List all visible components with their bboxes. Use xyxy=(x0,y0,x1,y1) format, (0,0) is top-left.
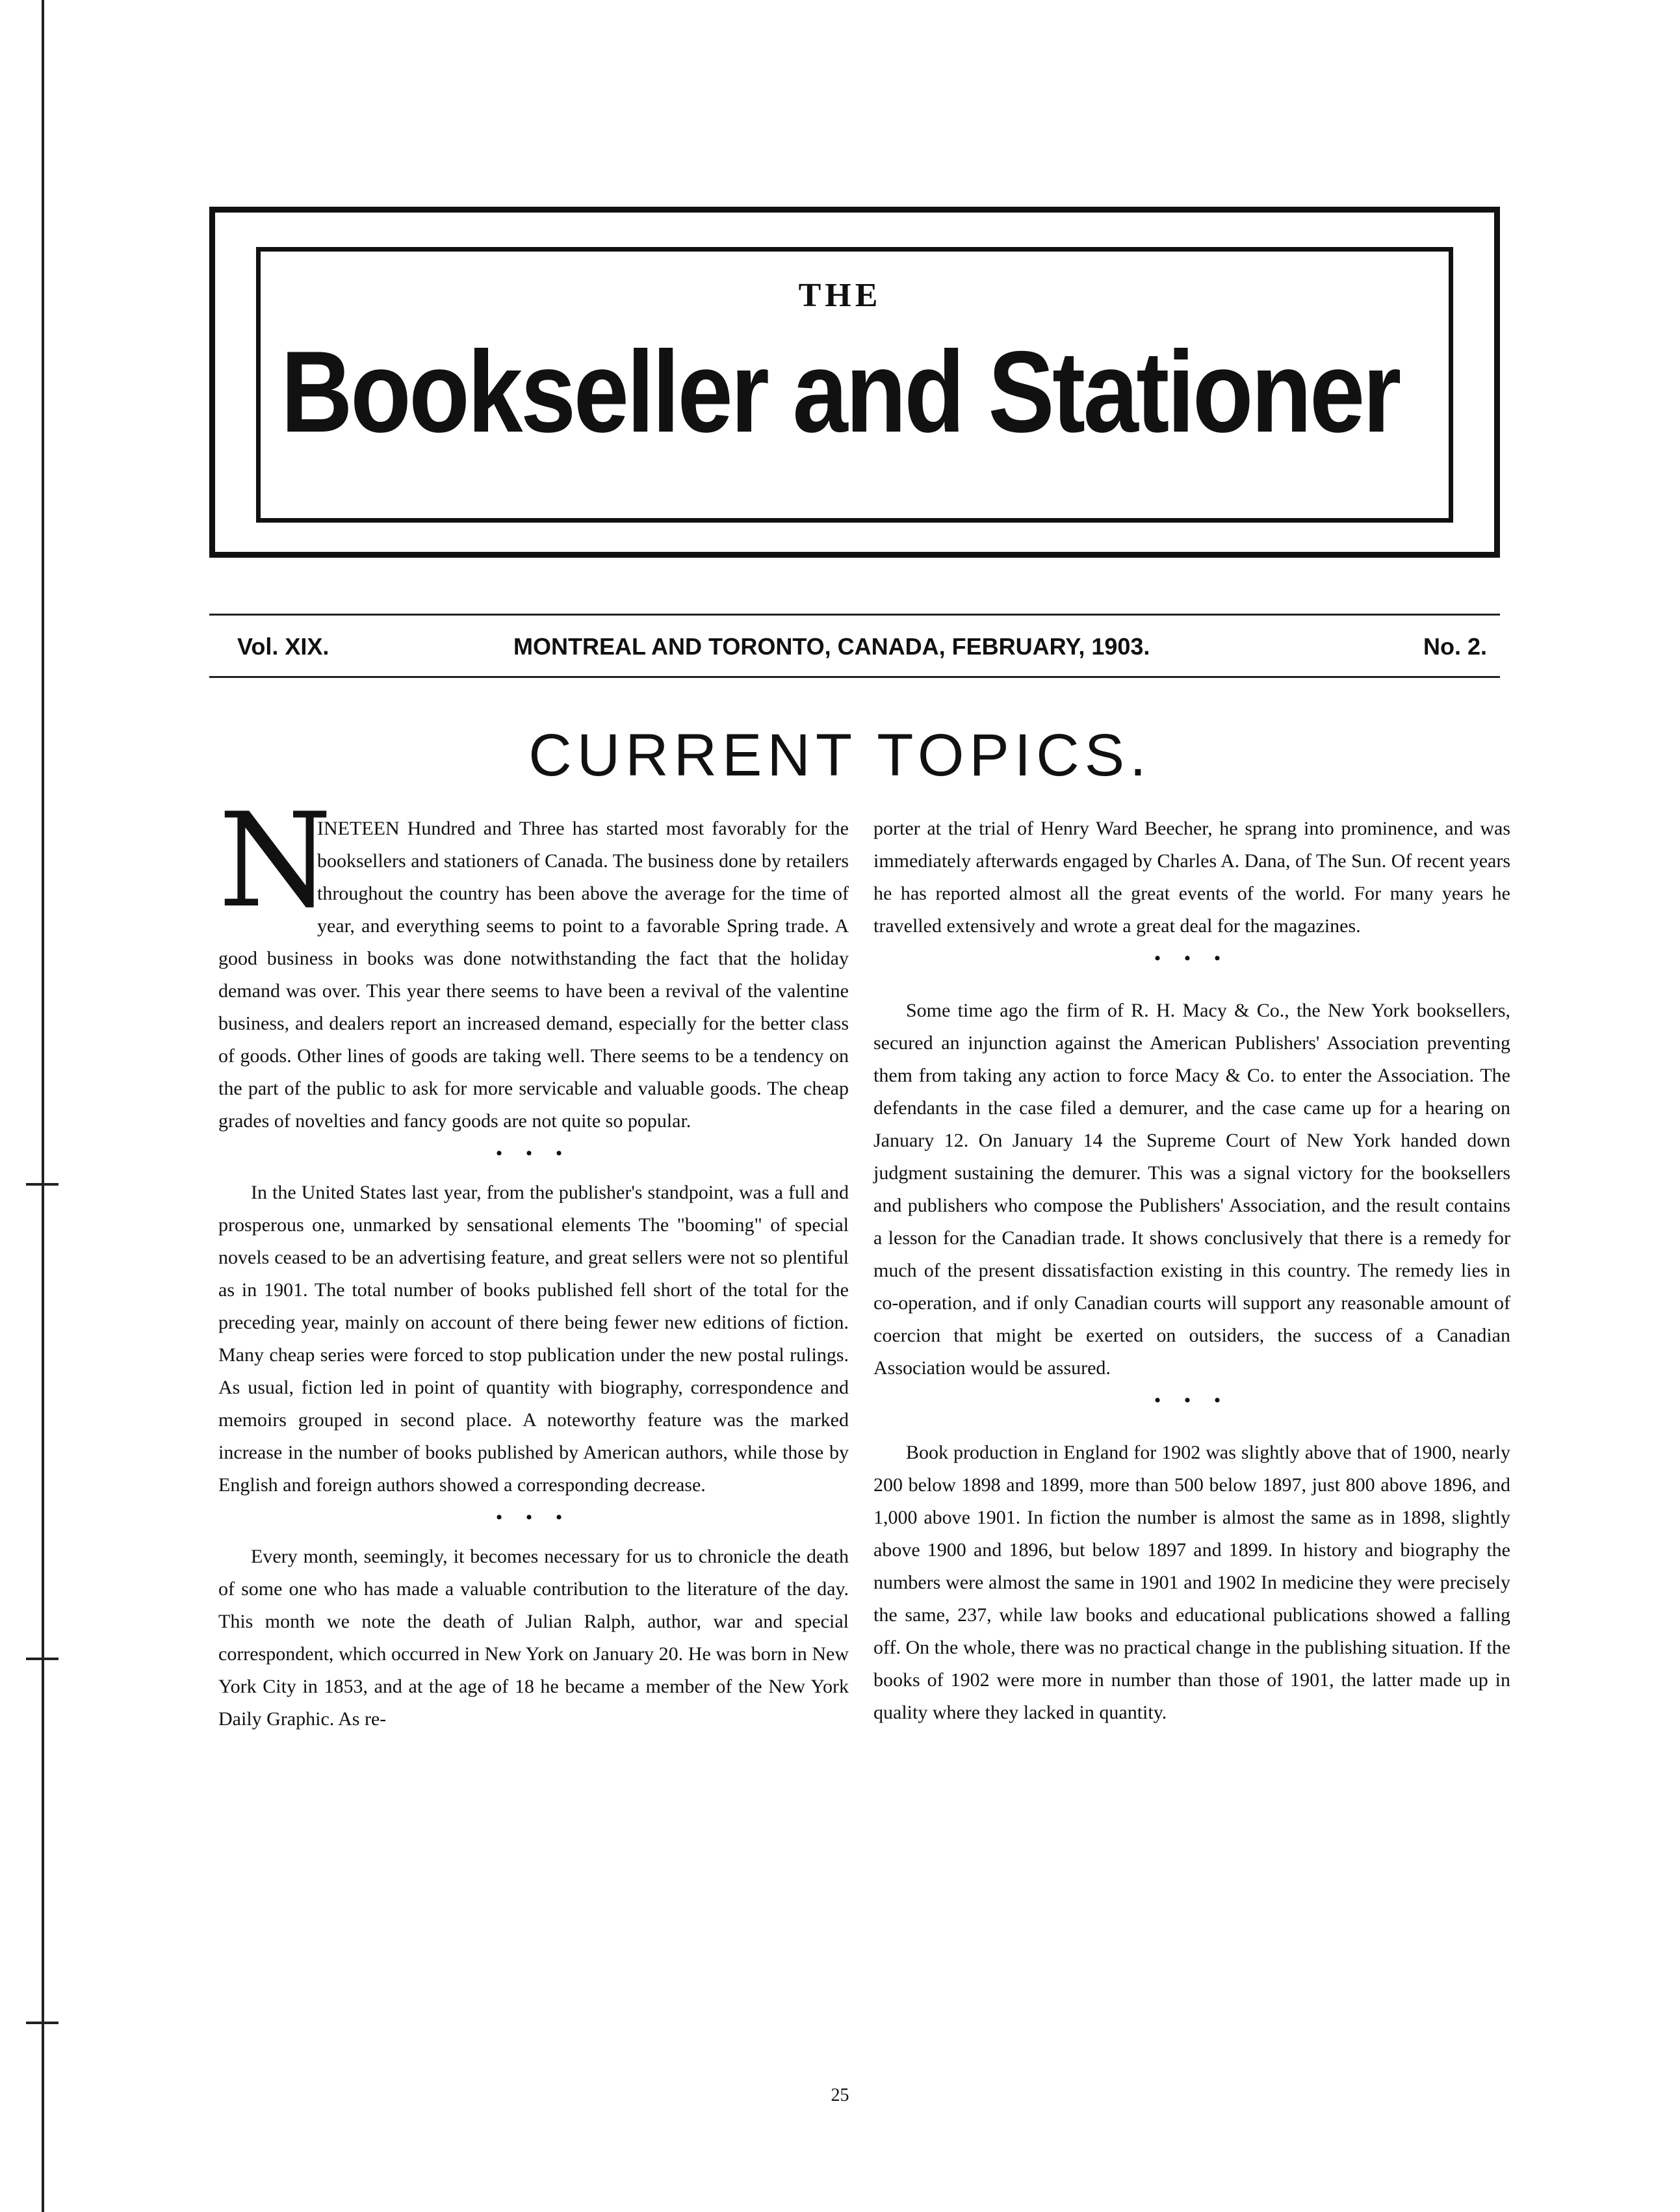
left-column xyxy=(218,785,849,1736)
section-divider: • • • xyxy=(1154,1390,1230,1411)
section-headline: CURRENT TOPICS. xyxy=(528,722,1152,788)
section-divider: • • • xyxy=(495,1143,572,1164)
binding-mark xyxy=(26,1658,58,1660)
right-column xyxy=(873,813,1510,1729)
volume-label: Vol. XIX. xyxy=(237,633,330,660)
top-rule xyxy=(209,614,1500,616)
article-death-julian-ralph: Every month, seemingly, it becomes necessary for us to chronicle the death of some one who has made a valuable contribution to the literature of the day. This month we note the death of Julian Ralph, author, war and special correspondent, which occurred in New York on January 20. He was born in New York City in 1853, and at the age of 18 he became a member of the New York Daily Graphic. As re- xyxy=(218,1546,849,1730)
binding-edge xyxy=(42,0,44,2212)
article-julian-ralph-continued: porter at the trial of Henry Ward Beecher, he sprang into prominence, and was immediately afterwards engaged by Charles A. Dana, of The Sun. Of recent years he has reported almost all the great events of the world. For many years he travelled extensively and wrote a great deal for the magazines. xyxy=(873,818,1510,937)
binding-mark xyxy=(26,2022,58,2024)
page-number: 25 xyxy=(831,2085,849,2105)
masthead-title: Bookseller and Stationer xyxy=(281,327,1399,456)
article-united-states-books: In the United States last year, from the publisher's standpoint, was a full and prosperous one, unmarked by sensational elements The "booming" of special novels ceased to be an advertising feature, and great sellers were not so plentiful as in 1901. The total number of books published fell short of the total for the preceding year, mainly on account of there being fewer new editions of fiction. Many cheap series were forced to stop publication under the new postal rulings. As usual, fiction led in point of quantity with biography, correspondence and memoirs grouped in second place. A noteworthy feature was the marked increase in the number of books published by American authors, while those by English and foreign authors showed a corresponding decrease. xyxy=(218,1182,849,1496)
section-divider: • • • xyxy=(495,1507,572,1528)
section-divider: • • • xyxy=(1154,948,1230,969)
article-english-book-trade: Book production in England for 1902 was slightly above that of 1900, nearly 200 below 1898 and 1899, more than 500 below 1897, just 800 above 1896, and 1,000 above 1901. In fiction the number is almost the same as in 1898, slightly above 1900 and 1896, but below 1897 and 1899. In history and biography the numbers were almost the same in 1901 and 1902 In medicine they were precisely the same, 237, while law books and educational publications showed a falling off. On the whole, there was no practical change in the publishing situation. If the books of 1902 were more in number than those of 1901, the latter made up in quality where they lacked in quantity. xyxy=(873,1442,1511,1723)
binding-mark xyxy=(26,1183,58,1186)
dateline: MONTREAL AND TORONTO, CANADA, FEBRUARY, 1903. xyxy=(513,633,1150,660)
bottom-rule xyxy=(209,676,1500,678)
drop-cap: N xyxy=(218,785,332,937)
article-important-decision: Some time ago the firm of R. H. Macy & Co., the New York booksellers, secured an injunction against the American Publishers' Association preventing them from taking any action to force Macy & Co. to enter the Association. The defendants in the case filed a demurer, and the case came up for a hearing on January 12. On January 14 the Supreme Court of New York handed down judgment sustaining the demurer. This was a signal victory for the booksellers and publishers who compose the Publishers' Association, and the result contains a lesson for the Canadian trade. It shows conclusively that there is a remedy for much of the present dissatisfaction existing in this country. The remedy lies in co-operation, and if only Canadian courts will support any reasonable amount of coercion that might be exerted on outsiders, the success of a Canadian Association would be assured. xyxy=(873,1000,1510,1379)
article-past-month xyxy=(218,785,849,1138)
article-past-month-text: INETEEN Hundred and Three has started most favorably for the booksellers and stationers of Canada. The business done by retailers throughout the country has been above the average for the time of year, and everything seems to point to a favorable Spring trade. A good business in books was done notwithstanding the fact that the holiday demand was over. This year there seems to have been a revival of the valentine business, and dealers report an increased demand, especially for the better class of goods. Other lines of goods are taking well. There seems to be a tendency on the part of the public to ask for more servicable and valuable goods. The cheap grades of novelties and fancy goods are not quite so popular. xyxy=(218,818,849,1132)
issue-number: No. 2. xyxy=(1423,633,1488,660)
masthead-the: THE xyxy=(798,277,882,314)
